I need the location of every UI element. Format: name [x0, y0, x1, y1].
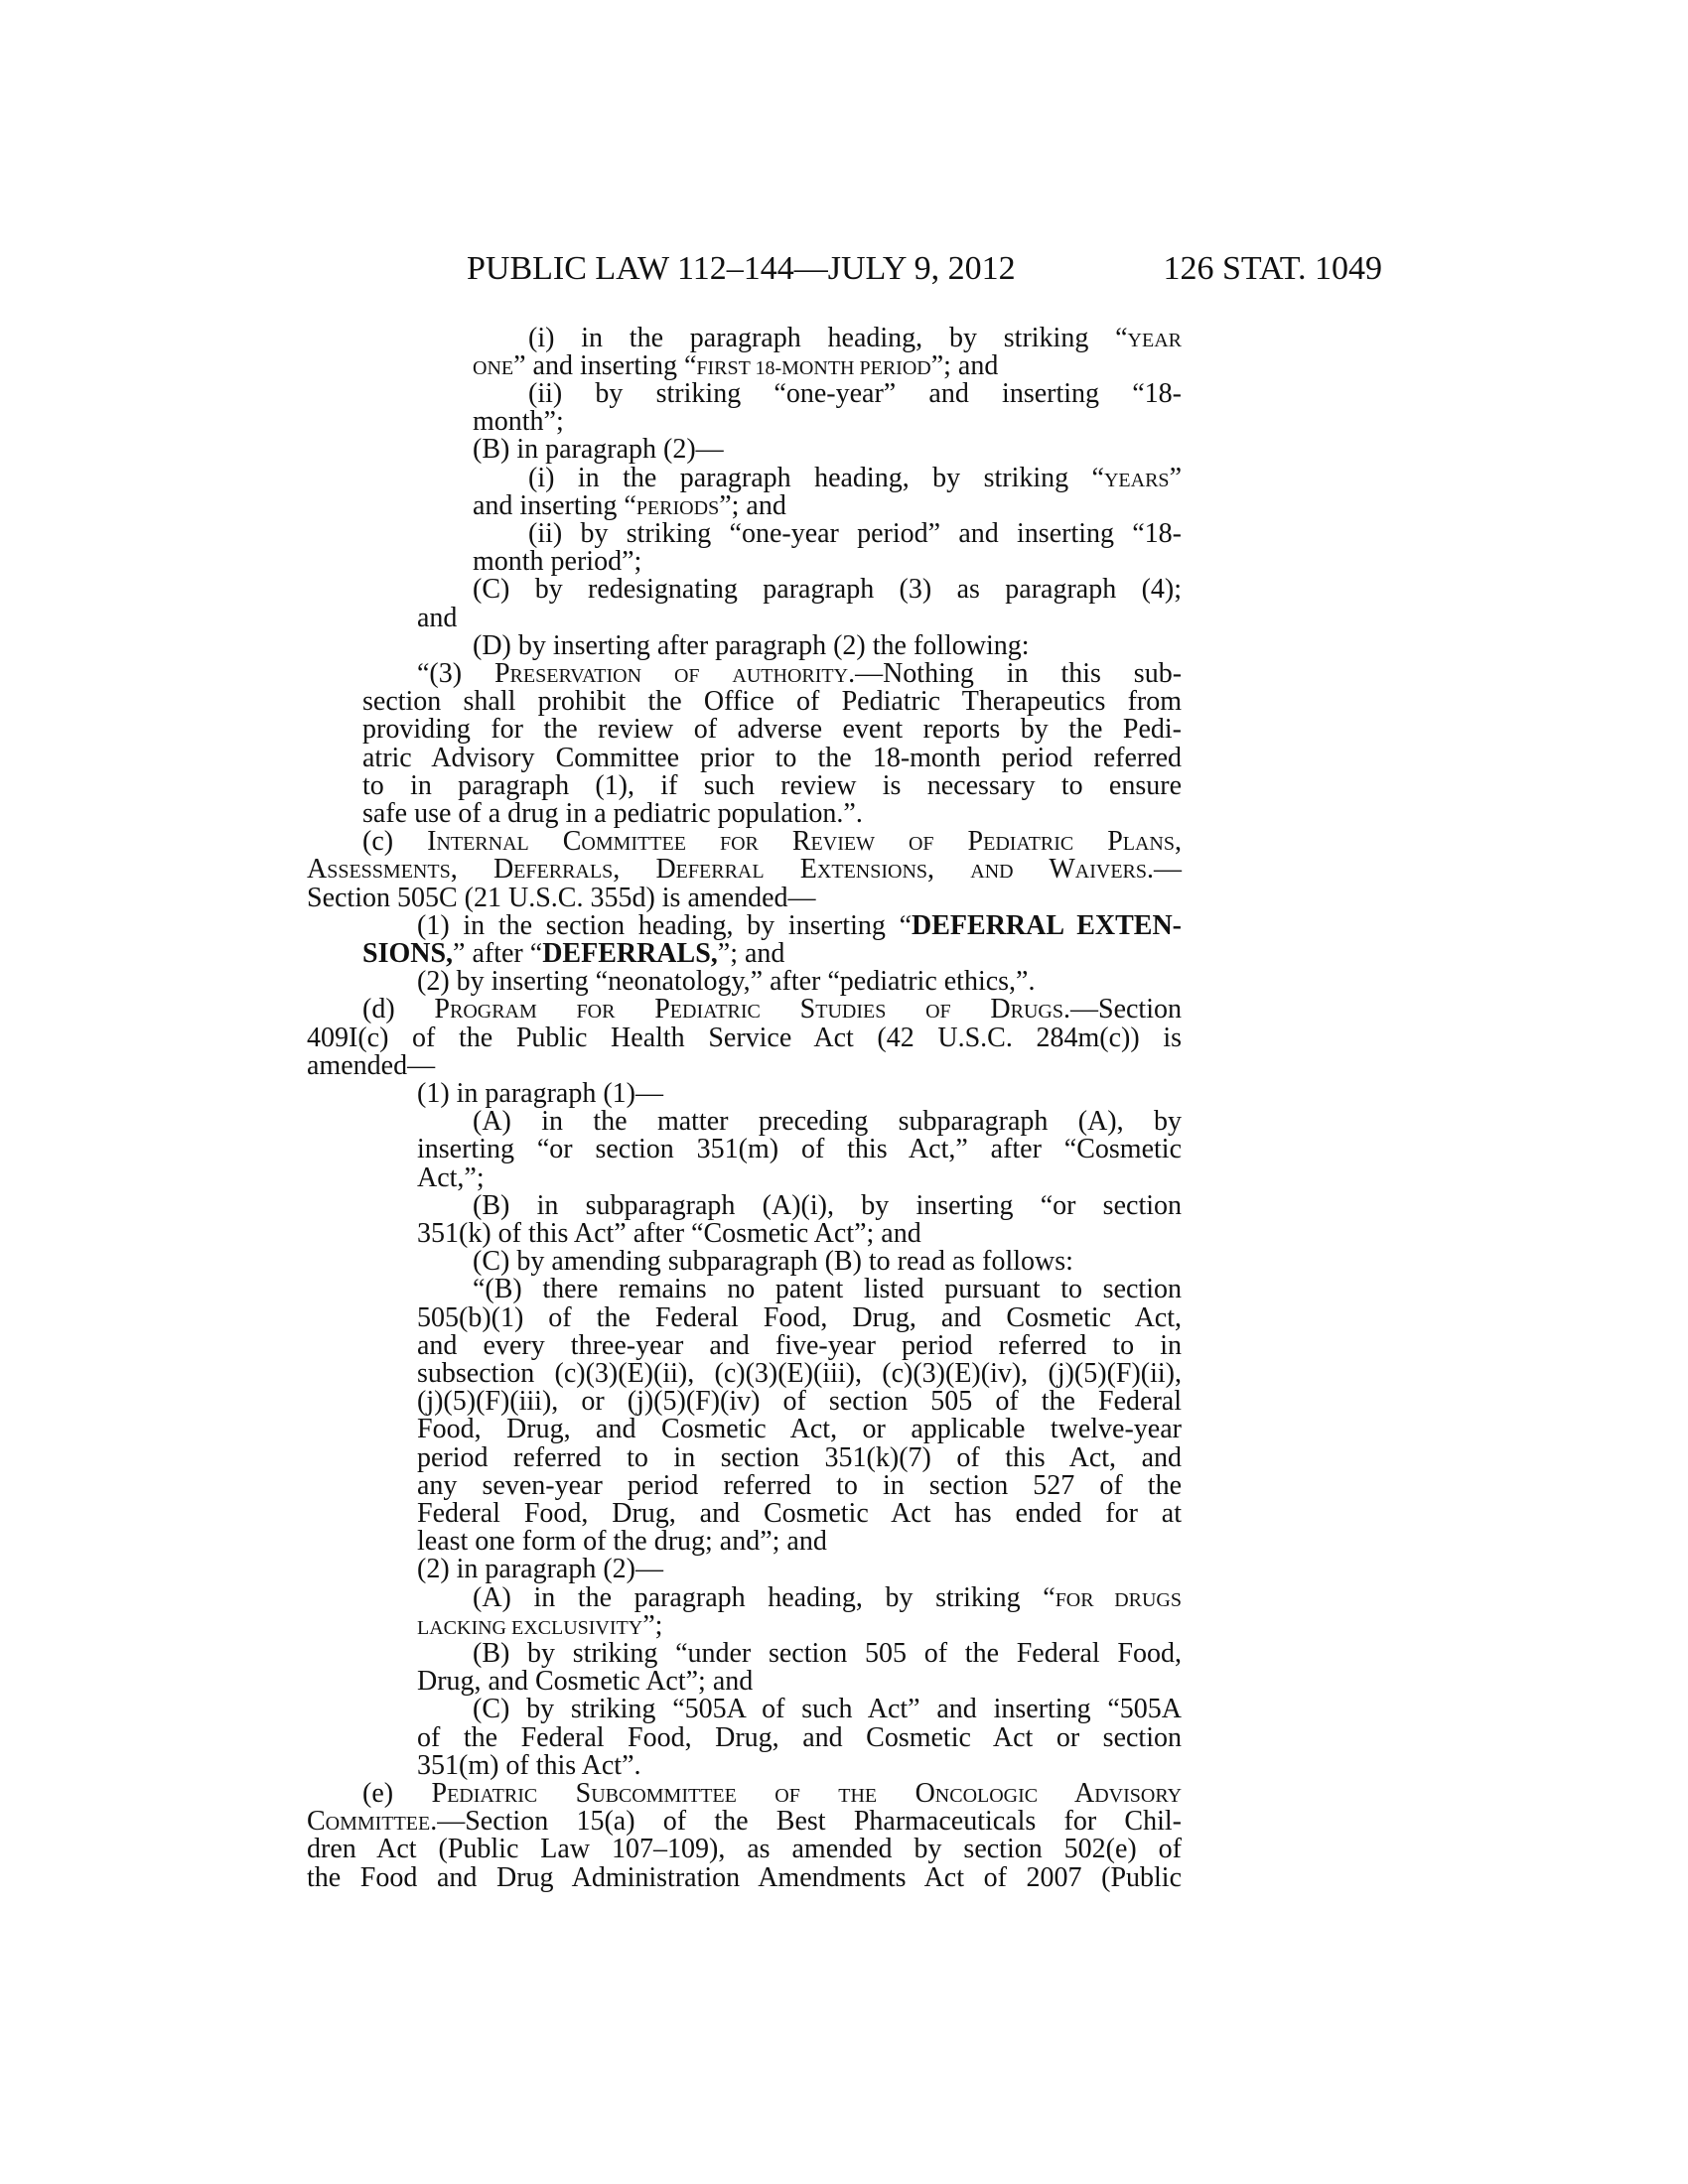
text-run: (e) — [362, 1778, 432, 1809]
text-run: “(3) — [417, 658, 494, 689]
text-run: period referred to in section 351(k)(7) of this Act, and — [417, 1441, 1182, 1473]
text-line — [417, 660, 1182, 688]
text-run: ”; and — [717, 938, 785, 969]
text-run: and — [417, 602, 458, 633]
text-run: ” — [1169, 462, 1182, 493]
text-run: of the Federal Food, Drug, and Cosmetic Act or section — [417, 1721, 1182, 1753]
text-line — [473, 436, 1182, 464]
text-run: ” and inserting “ — [513, 349, 697, 381]
text-line — [307, 1024, 1182, 1052]
text-run: (j)(5)(F)(iii), or (j)(5)(F)(iv) of section 505 of the Federal — [417, 1386, 1182, 1418]
text-line — [528, 462, 1182, 493]
text-run: —Section 15(a) of the Best Pharmaceuticals for Chil- — [437, 1806, 1182, 1838]
text-run: Act,”; — [417, 1161, 485, 1193]
text-run: subsection (c)(3)(E)(ii), (c)(3)(E)(iii), (c)(3)(E)(iv), (j)(5)(F)(ii), — [417, 1358, 1182, 1389]
text-line — [473, 1276, 1182, 1303]
text-run: 505(b)(1) of the Federal Food, Drug, and Cosmetic Act, — [417, 1301, 1182, 1333]
text-line — [417, 1749, 1182, 1781]
text-line — [417, 1388, 1182, 1416]
text-line — [417, 1360, 1182, 1388]
text-run: (1) in paragraph (1)— — [417, 1078, 664, 1109]
text-run: ”; — [642, 1609, 663, 1641]
small-caps-text: LACKING EXCLUSIVITY — [417, 1609, 643, 1641]
text-run: safe use of a drug in a pediatric population.”. — [362, 798, 863, 829]
text-run: (B) in paragraph (2)— — [473, 434, 724, 466]
text-line — [362, 742, 1182, 773]
text-line — [307, 1861, 1182, 1893]
text-run: (1) in the section heading, by inserting “ — [417, 909, 913, 941]
text-line — [417, 602, 1182, 633]
text-run: section shall prohibit the Office of Pediatric Therapeutics from — [362, 686, 1182, 718]
bold-text: DEFERRAL EXTEN- — [912, 909, 1182, 941]
small-caps-text: Committee. — [307, 1806, 438, 1838]
text-line — [362, 716, 1182, 744]
small-caps-text: ONE — [473, 349, 514, 381]
small-caps-text: PERIODS — [635, 489, 720, 521]
text-line — [362, 769, 1182, 801]
text-line — [528, 520, 1182, 548]
text-run: to in paragraph (1), if such review is necessary to ensure — [362, 769, 1182, 801]
text-run: ”; and — [719, 489, 786, 521]
text-line — [473, 629, 1182, 661]
text-run: providing for the review of adverse event reports by the Pedi- — [362, 714, 1182, 746]
text-run: (i) in the paragraph heading, by striking “ — [528, 462, 1104, 493]
text-run: month”; — [473, 406, 564, 438]
text-run: Section 505C (21 U.S.C. 355d) is amended— — [307, 882, 816, 913]
text-line — [417, 1668, 1182, 1696]
text-run: .—Nothing in this sub- — [848, 658, 1183, 689]
text-run: Federal Food, Drug, and Cosmetic Act has ended for at — [417, 1498, 1182, 1529]
text-line — [307, 882, 1182, 913]
text-run: and inserting “ — [473, 489, 636, 521]
text-line — [473, 349, 1182, 381]
text-line — [473, 548, 1182, 576]
text-line — [362, 996, 1182, 1024]
text-run: (ii) by striking “one-year period” and inserting “18- — [528, 518, 1182, 549]
text-line — [417, 1609, 1182, 1641]
text-run: Food, Drug, and Cosmetic Act, or applicable twelve-year — [417, 1414, 1182, 1445]
text-line — [473, 1581, 1182, 1613]
text-line — [473, 1248, 1182, 1276]
text-line — [473, 1189, 1182, 1221]
text-run: (d) — [362, 994, 435, 1025]
text-line — [362, 828, 1182, 856]
small-caps-text: Assessments, Deferrals, Deferral Extensions, and Waivers. — [307, 854, 1155, 886]
text-line — [417, 909, 1182, 941]
text-line — [473, 1108, 1182, 1136]
text-line — [473, 408, 1182, 436]
text-line — [473, 1640, 1182, 1668]
text-run: —Section — [1070, 994, 1182, 1025]
running-header-title: PUBLIC LAW 112–144—JULY 9, 2012 — [467, 250, 1016, 287]
small-caps-text: Preservation of authority — [493, 658, 849, 689]
text-run: — — [1154, 854, 1183, 886]
text-line — [417, 1441, 1182, 1473]
text-run: “(B) there remains no patent listed pursuant to section — [473, 1274, 1182, 1305]
text-line — [307, 1049, 1182, 1081]
text-line — [362, 800, 1182, 828]
text-run: Drug, and Cosmetic Act”; and — [417, 1666, 754, 1698]
text-line — [417, 1136, 1182, 1163]
text-run: (i) in the paragraph heading, by striking “ — [528, 322, 1128, 353]
text-line — [417, 1416, 1182, 1443]
text-run: (A) in the matter preceding subparagraph (A), by — [473, 1106, 1182, 1138]
text-run: (ii) by striking “one-year” and inserting “18- — [528, 378, 1182, 409]
text-run: 351(m) of this Act”. — [417, 1749, 641, 1781]
text-run: (c) — [362, 826, 428, 858]
text-line — [362, 688, 1182, 716]
text-run: any seven-year period referred to in section 527 of the — [417, 1469, 1182, 1501]
small-caps-text: Program for Pediatric Studies of Drugs. — [434, 994, 1070, 1025]
text-run: (B) by striking “under section 505 of the Federal Food, — [473, 1638, 1182, 1669]
text-run: dren Act (Public Law 107–109), as amended by section 502(e) of — [307, 1834, 1182, 1865]
text-run: inserting “or section 351(m) of this Act,” after “Cosmetic — [417, 1134, 1182, 1165]
text-run: 351(k) of this Act” after “Cosmetic Act”; and — [417, 1218, 921, 1249]
text-line — [528, 322, 1182, 353]
text-line — [417, 1500, 1182, 1528]
text-line — [473, 576, 1182, 604]
bold-text: DEFERRALS, — [542, 938, 718, 969]
text-run: (D) by inserting after paragraph (2) the following: — [473, 629, 1030, 661]
text-line — [417, 968, 1182, 996]
text-run: the Food and Drug Administration Amendments Act of 2007 (Public — [307, 1861, 1182, 1893]
text-line — [417, 1080, 1182, 1108]
small-caps-text: Internal Committee for Review of Pediatric Plans, — [427, 826, 1183, 858]
small-caps-text: FOR DRUGS — [1055, 1581, 1182, 1613]
text-run: ” after “ — [453, 938, 543, 969]
text-line — [307, 1808, 1182, 1836]
text-run: (C) by amending subparagraph (B) to read as follows: — [473, 1246, 1073, 1278]
text-run: month period”; — [473, 546, 642, 578]
text-line — [362, 1780, 1182, 1808]
bold-text: SIONS, — [362, 938, 454, 969]
text-run: ”; and — [930, 349, 999, 381]
small-caps-text: YEAR — [1127, 322, 1182, 353]
text-run: (2) in paragraph (2)— — [417, 1554, 664, 1585]
text-run: (B) in subparagraph (A)(i), by inserting “or section — [473, 1189, 1182, 1221]
text-run: amended— — [307, 1049, 436, 1081]
running-header-page-number: 126 STAT. 1049 — [1163, 250, 1382, 287]
text-run: least one form of the drug; and”; and — [417, 1526, 827, 1558]
text-line — [417, 1220, 1182, 1248]
text-line — [307, 1836, 1182, 1863]
text-run: 409I(c) of the Public Health Service Act (42 U.S.C. 284m(c)) is — [307, 1022, 1182, 1053]
text-line — [417, 1556, 1182, 1583]
text-line — [417, 1528, 1182, 1556]
text-run: (2) by inserting “neonatology,” after “pediatric ethics,”. — [417, 966, 1036, 998]
text-line — [528, 380, 1182, 408]
text-line — [473, 1696, 1182, 1723]
text-line — [417, 1161, 1182, 1193]
text-line — [417, 1721, 1182, 1753]
text-run: (C) by striking “505A of such Act” and inserting “505A — [473, 1694, 1182, 1725]
text-line — [307, 856, 1182, 884]
text-line — [473, 489, 1182, 521]
text-run: (C) by redesignating paragraph (3) as paragraph (4); — [473, 574, 1182, 606]
text-line — [417, 1469, 1182, 1501]
text-run: atric Advisory Committee prior to the 18-month period referred — [362, 742, 1182, 773]
small-caps-text: FIRST 18-MONTH PERIOD — [696, 349, 931, 381]
small-caps-text: YEARS — [1103, 462, 1170, 493]
text-run: (A) in the paragraph heading, by striking “ — [473, 1581, 1055, 1613]
text-run: and every three-year and five-year period referred to in — [417, 1329, 1182, 1361]
text-line — [417, 1329, 1182, 1361]
text-line — [417, 1301, 1182, 1333]
text-line — [362, 940, 1182, 968]
small-caps-text: Pediatric Subcommittee of the Oncologic Advisory — [431, 1778, 1183, 1809]
